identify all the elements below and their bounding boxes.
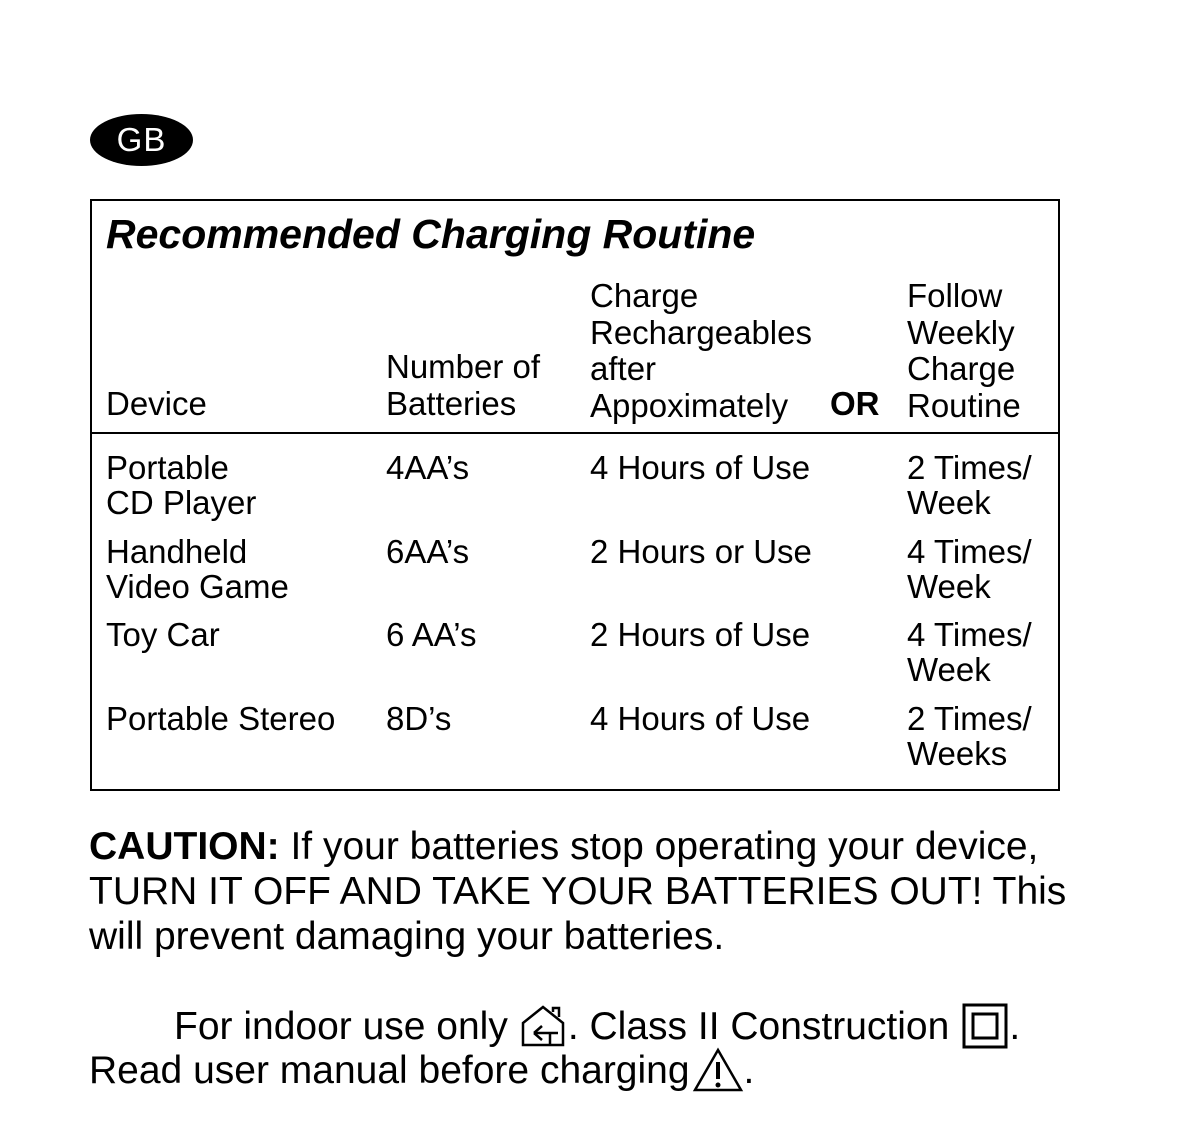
row-1-device: Portable CD Player	[106, 449, 257, 521]
row-3-charge: 2 Hours of Use	[590, 616, 811, 653]
country-badge: GB	[90, 114, 193, 166]
header-or: OR	[830, 385, 880, 422]
warning-triangle-icon	[692, 1047, 744, 1093]
row-4-device: Portable Stereo	[106, 700, 336, 737]
row-3-batteries: 6 AA’s	[386, 616, 477, 653]
table-title: Recommended Charging Routine	[106, 211, 756, 257]
indoor-notice	[174, 1002, 1020, 1050]
row-4-batteries: 8D’s	[386, 700, 452, 737]
indoor-house-icon	[518, 1003, 568, 1049]
row-3-weekly: 4 Times/ Week	[907, 616, 1032, 688]
row-2-charge: 2 Hours or Use	[590, 533, 812, 570]
row-1-charge: 4 Hours of Use	[590, 449, 811, 486]
class-end: .	[1009, 1004, 1021, 1048]
header-charge-after: Charge Rechargeables after Appoximately	[590, 277, 812, 424]
caution-text: If your batteries stop operating your device, TURN IT OFF AND TAKE YOUR BATTERIES OUT! This will prevent damaging your batteries.	[89, 825, 1067, 958]
class-ii-double-square-icon	[961, 1002, 1009, 1050]
row-4-weekly: 2 Times/ Weeks	[907, 700, 1032, 772]
caution-paragraph	[89, 824, 1089, 959]
row-3-device: Toy Car	[106, 616, 220, 653]
header-batteries: Number of Batteries	[386, 348, 541, 422]
row-2-batteries: 6AA’s	[386, 533, 470, 570]
header-divider	[92, 432, 1058, 434]
row-4-charge: 4 Hours of Use	[590, 700, 811, 737]
caution-label: CAUTION:	[89, 825, 280, 868]
charging-routine-table	[90, 199, 1060, 791]
row-2-device: Handheld Video Game	[106, 533, 289, 605]
row-1-weekly: 2 Times/ Week	[907, 449, 1032, 521]
read-end: .	[743, 1048, 755, 1092]
read-manual-notice	[89, 1047, 754, 1093]
header-device: Device	[106, 385, 207, 422]
header-weekly: Follow Weekly Charge Routine	[907, 277, 1021, 424]
indoor-text: For indoor use only	[174, 1004, 508, 1048]
read-text: Read user manual before charging	[89, 1048, 690, 1092]
class-text: . Class II Construction	[567, 1004, 950, 1048]
row-1-batteries: 4AA’s	[386, 449, 470, 486]
row-2-weekly: 4 Times/ Week	[907, 533, 1032, 605]
